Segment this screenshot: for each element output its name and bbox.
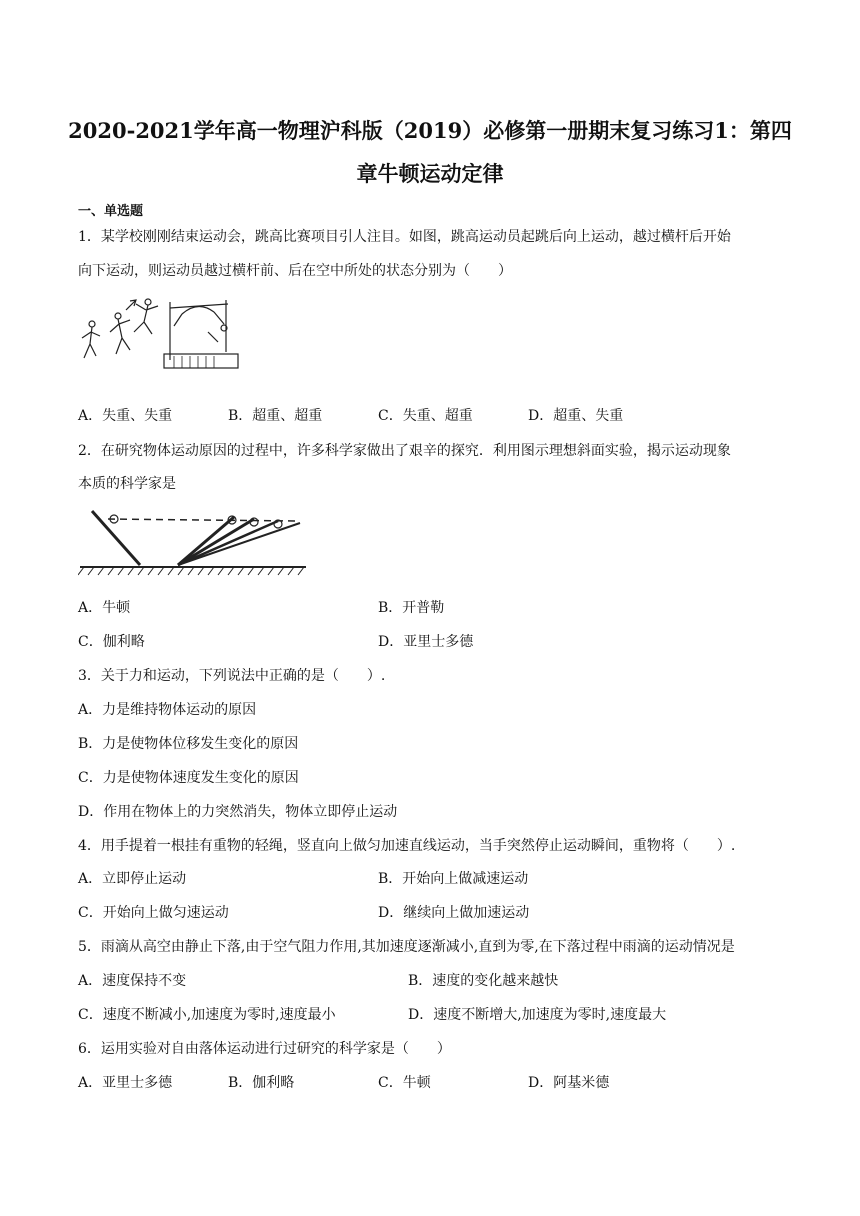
q4-option-c: C．开始向上做匀速运动 xyxy=(78,905,229,921)
q3-option-a: A．力是维持物体运动的原因 xyxy=(78,702,257,718)
q2-option-a: A．牛顿 xyxy=(78,600,131,616)
q4-option-b: B．开始向上做减速运动 xyxy=(378,871,529,887)
q6-option-a: A．亚里士多德 xyxy=(78,1075,173,1091)
q5-option-b: B．速度的变化越来越快 xyxy=(408,973,559,989)
q6-text-line1: 6．运用实验对自由落体运动进行过研究的科学家是（ ） xyxy=(78,1041,451,1057)
q2-option-b: B．开普勒 xyxy=(378,600,445,616)
q1-text-line1: 1．某学校刚刚结束运动会，跳高比赛项目引人注目。如图，跳高运动员起跳后向上运动，越过横杆后开始 xyxy=(78,229,731,245)
q3-option-c: C．力是使物体速度发生变化的原因 xyxy=(78,770,299,786)
q4-text-line1: 4．用手提着一根挂有重物的轻绳，竖直向上做匀加速直线运动，当手突然停止运动瞬间，重物将（ ）. xyxy=(78,838,736,854)
q4-option-d: D．继续向上做加速运动 xyxy=(378,905,530,921)
q2-option-d: D．亚里士多德 xyxy=(378,634,474,650)
q1-option-a: A．失重、失重 xyxy=(78,408,173,424)
q6-option-c: C．牛顿 xyxy=(378,1075,431,1091)
doc-title-line1: 2020-2021学年高一物理沪科版（2019）必修第一册期末复习练习1：第四 xyxy=(68,118,792,143)
high-jump-figure xyxy=(78,292,243,384)
q3-option-d: D．作用在物体上的力突然消失，物体立即停止运动 xyxy=(78,804,398,820)
doc-title-line2: 章牛顿运动定律 xyxy=(356,161,504,186)
q3-text-line1: 3．关于力和运动，下列说法中正确的是（ ）. xyxy=(78,668,386,684)
q5-option-c: C．速度不断减小,加速度为零时,速度最小 xyxy=(78,1007,336,1023)
q2-text-line2: 本质的科学家是 xyxy=(78,476,176,492)
q6-option-d: D．阿基米德 xyxy=(528,1075,610,1091)
q2-text-line1: 2．在研究物体运动原因的过程中，许多科学家做出了艰辛的探究．利用图示理想斜面实验，揭示运动现象 xyxy=(78,443,731,459)
q4-option-a: A．立即停止运动 xyxy=(78,871,187,887)
q3-option-b: B．力是使物体位移发生变化的原因 xyxy=(78,736,299,752)
section-heading: 一、单选题 xyxy=(78,204,144,219)
q5-text-line1: 5．雨滴从高空由静止下落,由于空气阻力作用,其加速度逐渐减小,直到为零,在下落过程中雨滴的运动情况是 xyxy=(78,939,735,955)
q1-option-d: D．超重、失重 xyxy=(528,408,624,424)
q5-option-d: D．速度不断增大,加速度为零时,速度最大 xyxy=(408,1007,667,1023)
q1-text-line2: 向下运动，则运动员越过横杆前、后在空中所处的状态分别为（ ） xyxy=(78,263,512,279)
ideal-slope-figure xyxy=(78,505,308,577)
q5-option-a: A．速度保持不变 xyxy=(78,973,187,989)
q6-option-b: B．伽利略 xyxy=(228,1075,295,1091)
q1-option-c: C．失重、超重 xyxy=(378,408,473,424)
q1-option-b: B．超重、超重 xyxy=(228,408,323,424)
q2-option-c: C．伽利略 xyxy=(78,634,145,650)
